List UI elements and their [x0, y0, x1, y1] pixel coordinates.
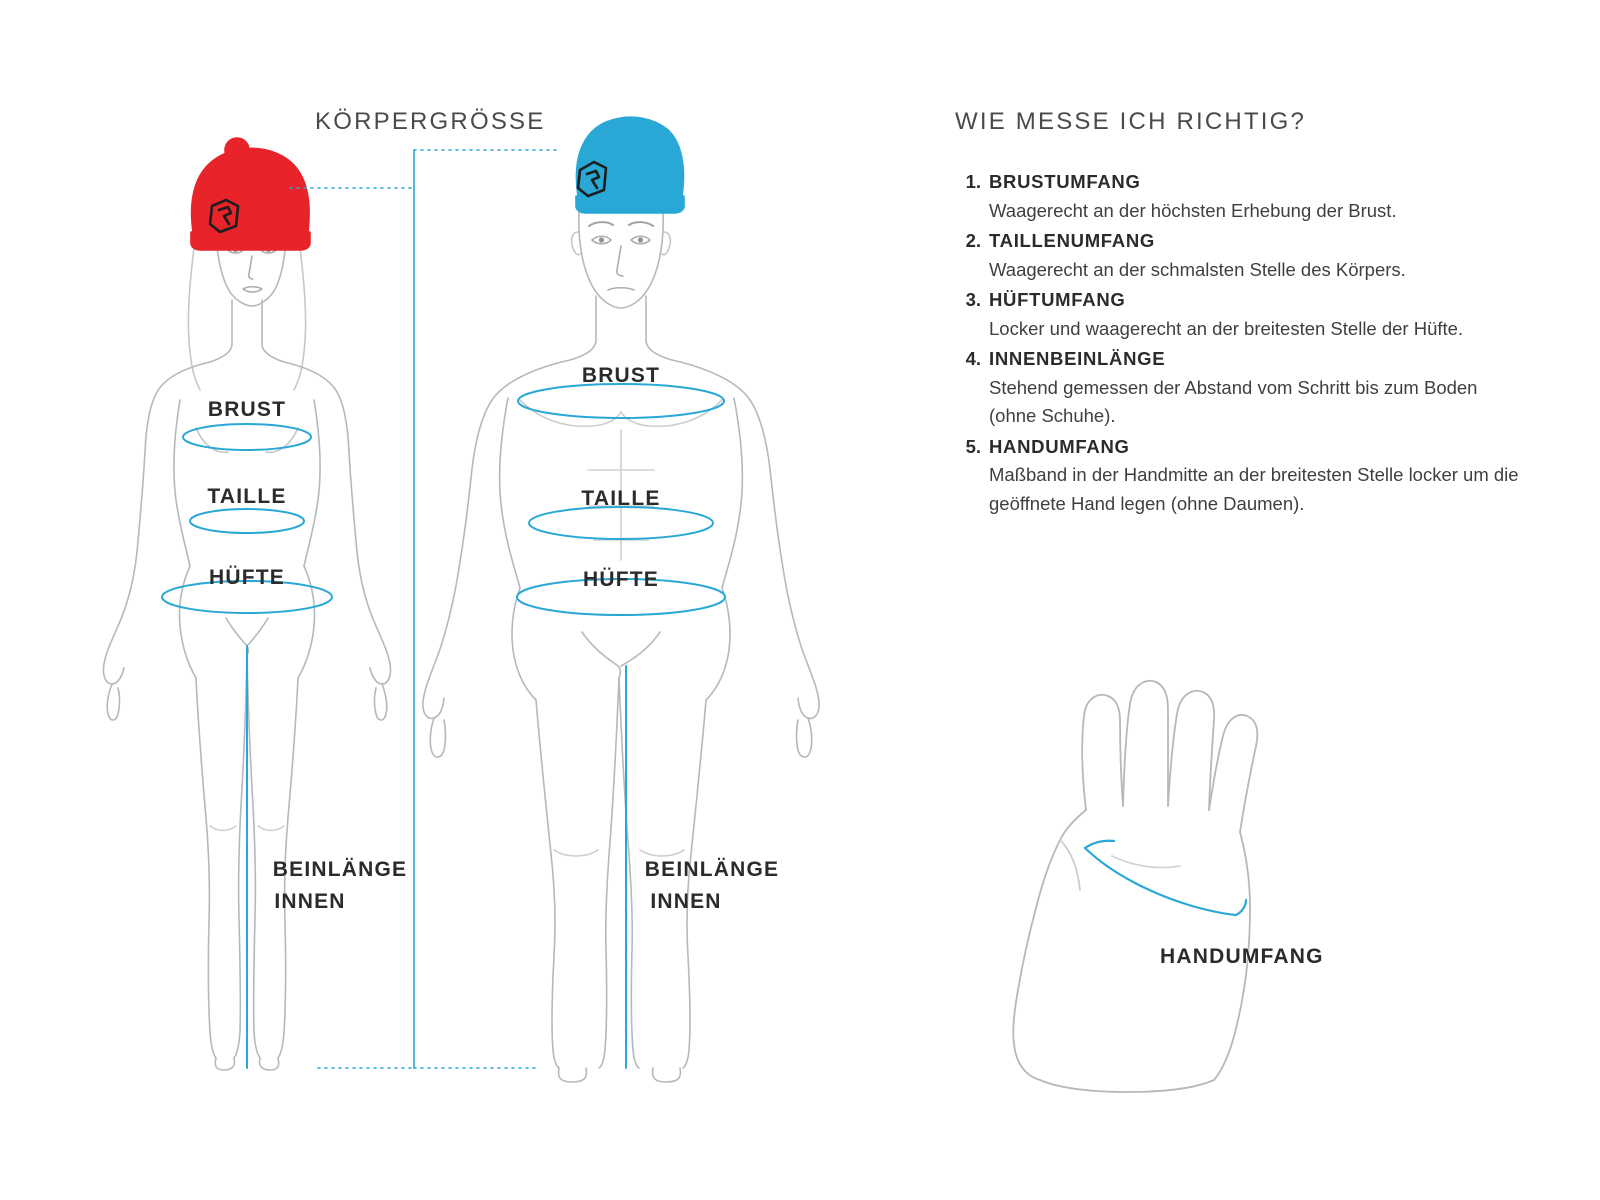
step-number: 5. — [965, 435, 981, 457]
step-heading: INNENBEINLÄNGE — [989, 348, 1166, 369]
step-description: Locker und waagerecht an der breitesten Stelle der Hüfte. — [989, 317, 1464, 339]
list-item — [955, 345, 1525, 431]
hand-illustration — [880, 660, 1500, 1110]
measure-steps-list — [955, 168, 1525, 520]
list-item — [955, 433, 1525, 519]
female-waist-label: TAILLE — [207, 485, 287, 508]
step-heading: HANDUMFANG — [989, 435, 1130, 457]
step-number: 2. — [965, 230, 981, 251]
panel-title-body-height: KÖRPERGRÖSSE — [315, 108, 546, 135]
hand-circumference-label: HANDUMFANG — [1160, 945, 1324, 968]
step-number: 3. — [965, 289, 981, 310]
step-description: Waagerecht an der schmalsten Stelle des Körpers. — [989, 258, 1406, 280]
list-item — [955, 168, 1525, 225]
panel-title-how-to-measure: WIE MESSE ICH RICHTIG? — [955, 108, 1307, 135]
male-hip-label: HÜFTE — [583, 568, 659, 591]
male-chest-label: BRUST — [581, 364, 661, 387]
how-to-measure-panel — [955, 0, 1575, 1200]
list-item — [955, 227, 1525, 284]
list-item — [955, 286, 1525, 343]
male-inseam-label-line2: INNEN — [650, 890, 722, 913]
female-chest-label: BRUST — [207, 398, 287, 421]
female-inseam-label-line2: INNEN — [274, 890, 346, 913]
step-heading: BRUSTUMFANG — [989, 171, 1141, 192]
male-waist-label: TAILLE — [581, 487, 661, 510]
step-number: 1. — [965, 171, 981, 192]
step-heading: TAILLENUMFANG — [989, 230, 1155, 251]
male-figure — [423, 196, 819, 1082]
female-inseam-label-line1: BEINLÄNGE — [272, 858, 408, 881]
female-hip-label: HÜFTE — [209, 566, 285, 589]
step-number: 4. — [965, 348, 981, 369]
step-description: Stehend gemessen der Abstand vom Schritt bis zum Boden (ohne Schuhe). — [989, 376, 1478, 426]
male-beanie — [576, 117, 684, 213]
step-description: Waagerecht an der höchsten Erhebung der Brust. — [989, 199, 1397, 221]
step-description: Maßband in der Handmitte an der breitesten Stelle locker um die geöffnete Hand legen (ohne Daumen). — [989, 464, 1519, 514]
female-beanie — [191, 138, 310, 250]
male-inseam-label-line1: BEINLÄNGE — [644, 858, 780, 881]
step-heading: HÜFTUMFANG — [989, 289, 1126, 310]
